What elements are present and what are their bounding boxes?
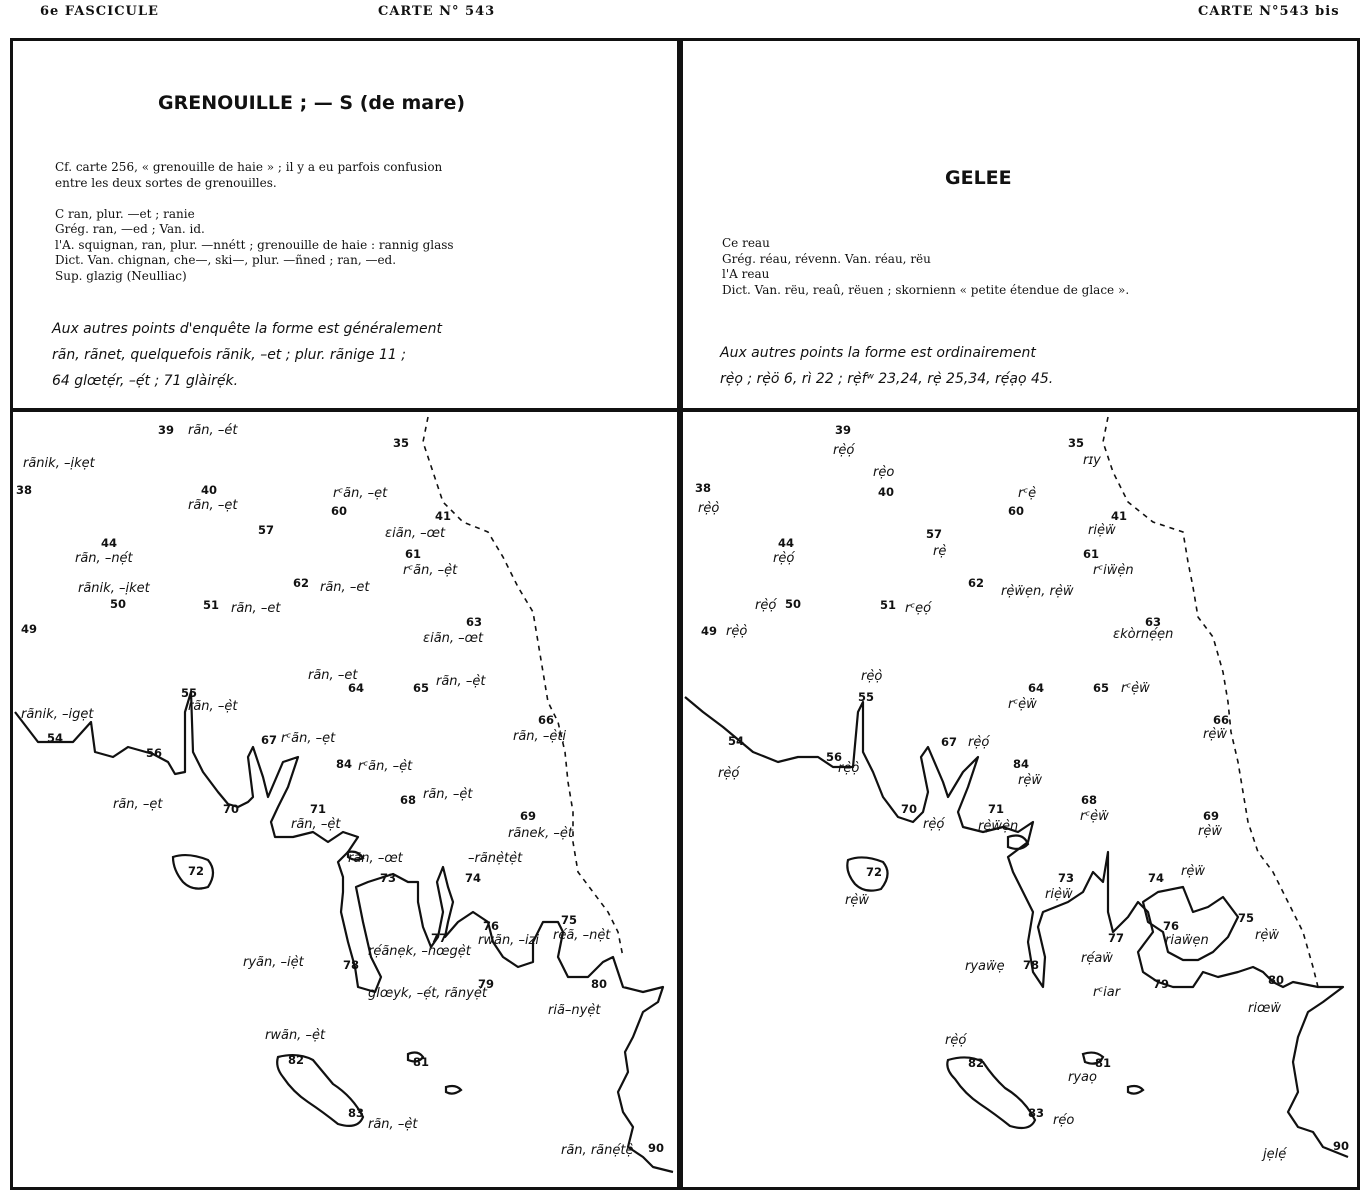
dialect-form-label: riaẅẹn	[1165, 933, 1209, 948]
survey-point-number: 62	[968, 576, 985, 590]
note-line: Grég. réau, révenn. Van. réau, rëu	[722, 251, 931, 266]
dialect-form-label: rãn, –et	[320, 580, 370, 595]
handwritten-line: 64 glœtẹ́r, –ẹ́t ; 71 glàirẹ́k.	[52, 373, 239, 389]
note-line: Dict. Van. rëu, reaû, rëuen ; skornienn « petite étendue de glace ».	[722, 282, 1130, 297]
dialect-form-label: rᶜiẅẹ̀n	[1093, 563, 1134, 578]
dialect-form-label: rᶜãn, –ẹt	[281, 731, 336, 746]
survey-point-number: 68	[1081, 793, 1098, 807]
dialect-form-label: rãn, –ẹ̀t	[188, 699, 238, 714]
survey-point-number: 39	[835, 423, 852, 437]
fascicule-label: 6e FASCICULE	[40, 4, 159, 19]
dialect-form-label: rẹ̀ẅẹ̀n	[978, 819, 1019, 834]
dialect-form-label: rẹ̀ọ̀	[861, 669, 883, 684]
survey-point-number: 80	[591, 977, 608, 991]
survey-point-number: 90	[1333, 1139, 1350, 1153]
survey-point-number: 44	[778, 536, 795, 550]
survey-point-number: 67	[941, 735, 958, 749]
survey-point-number: 84	[336, 757, 353, 771]
dialect-form-label: rãn, –ét	[188, 423, 238, 438]
left-survey-points	[16, 423, 664, 1158]
dialect-form-label: rᶜẹ̀ẅ	[1121, 681, 1150, 696]
dialect-form-label: riã–nyẹ̀t	[548, 1003, 601, 1018]
dialect-form-label: rãn, –ẹ̀t	[368, 1117, 418, 1132]
dialect-form-label: rwãn, –izi	[478, 933, 539, 948]
survey-point-number: 38	[695, 481, 712, 495]
survey-point-number: 50	[785, 597, 802, 611]
survey-point-number: 51	[880, 598, 897, 612]
survey-point-number: 63	[466, 615, 483, 629]
dialect-form-label: rᶜãn, –ẹ̀t	[403, 563, 458, 578]
dialect-form-label: ɛkòrnẹ́ẹn	[1113, 627, 1174, 642]
dialect-form-label: rãnik, –ịket	[78, 581, 150, 596]
survey-point-number: 73	[1058, 871, 1075, 885]
dialect-form-label: riẹ̀ẅ	[1088, 523, 1116, 538]
survey-point-number: 41	[435, 509, 452, 523]
dialect-form-label: rãn, rãnẹ́tẹ̀	[561, 1143, 634, 1158]
dialect-form-label: riœẅ	[1248, 1001, 1281, 1016]
dialect-form-label: rᶜẹ̀ẅ	[1008, 697, 1037, 712]
handwritten-line: rẹ̀ọ ; rẹ̀ö 6, rì 22 ; rẹ̀fʷ 23,24, rẹ̀ 25,34, rẹ́ạọ 45.	[720, 371, 1054, 387]
survey-point-number: 54	[728, 734, 745, 748]
survey-point-number: 55	[181, 686, 198, 700]
note-line: Cf. carte 256, « grenouille de haie » ; il y a eu parfois confusion	[55, 160, 443, 174]
left-map	[13, 412, 677, 1187]
survey-point-number: 64	[348, 681, 365, 695]
survey-point-number: 60	[331, 504, 348, 518]
survey-point-number: 40	[201, 483, 218, 497]
survey-point-number: 64	[1028, 681, 1045, 695]
survey-point-number: 79	[478, 977, 495, 991]
survey-point-number: 57	[258, 523, 275, 537]
survey-point-number: 75	[1238, 911, 1255, 925]
dialect-form-label: rᶜẹ̀	[1018, 486, 1037, 501]
survey-point-number: 75	[561, 913, 578, 927]
dialect-form-label: ɛiãn, –œt	[423, 631, 484, 646]
dialect-form-label: rẹ̀ẅẹn, rẹ̀ẅ	[1001, 584, 1074, 599]
note-line: l'A reau	[722, 267, 770, 281]
left-handwritten-note	[52, 316, 442, 394]
survey-point-number: 81	[413, 1055, 430, 1069]
dialect-form-label: rẹ̀ọ́	[945, 1033, 967, 1048]
dialect-form-label: rẹ̀ẅ	[1181, 864, 1205, 879]
survey-point-number: 61	[405, 547, 422, 561]
dialect-form-label: rẹ̀ẅ	[1203, 727, 1227, 742]
dialect-form-label: rᶜẹ̀ẅ	[1080, 809, 1109, 824]
survey-point-number: 77	[431, 931, 448, 945]
note-line	[55, 191, 454, 207]
left-notes	[55, 160, 454, 284]
dialect-form-label: rẹ̀ọ̀	[838, 761, 860, 776]
survey-point-number: 90	[648, 1141, 665, 1155]
survey-point-number: 61	[1083, 547, 1100, 561]
survey-point-number: 71	[310, 802, 327, 816]
dialect-form-label: ryãn, –iẹ̀t	[243, 955, 304, 970]
note-line: Dict. Van. chignan, che—, ski—, plur. —ñned ; ran, —ed.	[55, 253, 397, 267]
dialect-form-label: rẹ́ãnẹk, –nœgẹ̀t	[368, 944, 471, 959]
survey-point-number: 78	[343, 958, 360, 972]
survey-point-number: 74	[465, 871, 482, 885]
dialect-form-label: rẹ̀o	[873, 465, 895, 480]
survey-point-number: 60	[1008, 504, 1025, 518]
dialect-form-label: ɛiãn, –œt	[385, 526, 446, 541]
survey-point-number: 49	[21, 622, 38, 636]
survey-point-number: 71	[988, 802, 1005, 816]
dialect-form-label: riẹ̀ẅ	[1045, 887, 1073, 902]
survey-point-number: 44	[101, 536, 118, 550]
survey-point-number: 65	[413, 681, 430, 695]
survey-point-number: 56	[146, 746, 163, 760]
dialect-form-label: rwãn, –ẹ̀t	[265, 1028, 326, 1043]
survey-point-number: 68	[400, 793, 417, 807]
survey-point-number: 72	[188, 864, 205, 878]
dialect-form-label: rẹ̀ọ́	[923, 817, 945, 832]
dialect-form-label: rẹ̀ẅ	[1198, 824, 1222, 839]
handwritten-line: Aux autres points la forme est ordinairement	[720, 345, 1036, 361]
right-department-border	[1103, 417, 1318, 987]
dialect-form-label: rẹ̀ọ́	[833, 443, 855, 458]
survey-point-number: 79	[1153, 977, 1170, 991]
survey-point-number: 67	[261, 733, 278, 747]
dialect-form-label: rẹ̀ọ́	[718, 766, 740, 781]
dialect-form-label: ryaẅẹ	[965, 959, 1005, 974]
dialect-form-label: rãn, –et	[231, 601, 281, 616]
note-line: l'A. squignan, ran, plur. —nnétt ; grenouille de haie : rannig glass	[55, 237, 454, 252]
dialect-form-label: rẹ́aẅ	[1081, 951, 1113, 966]
survey-point-number: 84	[1013, 757, 1030, 771]
dialect-form-label: rãnik, –ịkẹt	[23, 456, 95, 471]
survey-point-number: 54	[47, 731, 64, 745]
survey-point-number: 73	[380, 871, 397, 885]
dialect-form-label: rẹ̀ọ̀	[698, 501, 720, 516]
dialect-form-label: rᶜẹọ́	[905, 601, 932, 616]
right-survey-points	[695, 423, 1349, 1162]
dialect-form-label: rãn, –ẹt	[113, 797, 163, 812]
dialect-form-label: rᶜiar	[1093, 985, 1121, 1000]
survey-point-number: 50	[110, 597, 127, 611]
right-handwritten-note	[720, 340, 1053, 392]
survey-point-number: 72	[866, 865, 883, 879]
survey-point-number: 66	[1213, 713, 1230, 727]
handwritten-line: Aux autres points d'enquête la forme est généralement	[52, 321, 442, 337]
dialect-form-label: rẹ̀	[933, 544, 947, 559]
dialect-form-label: rãn, –nẹ́t	[75, 551, 133, 566]
dialect-form-label: rẹ̀ọ́	[755, 598, 777, 613]
survey-point-number: 39	[158, 423, 175, 437]
survey-point-number: 76	[1163, 919, 1180, 933]
survey-point-number: 77	[1108, 931, 1125, 945]
dialect-form-label: rẹ́o	[1053, 1113, 1075, 1128]
survey-point-number: 69	[1203, 809, 1220, 823]
dialect-form-label: rãn, –et	[308, 668, 358, 683]
dialect-form-label: rᶜãn, –ẹ̀t	[358, 759, 413, 774]
right-map	[683, 412, 1357, 1187]
dialect-form-label: rãnek, –ẹ̀t	[508, 826, 573, 841]
note-line: Ce reau	[722, 236, 770, 250]
survey-point-number: 80	[1268, 973, 1285, 987]
survey-point-number: 74	[1148, 871, 1165, 885]
survey-point-number: 51	[203, 598, 220, 612]
dialect-form-label: rẹ̀ẅ	[845, 893, 869, 908]
right-map-title: GELEE	[945, 167, 1012, 189]
survey-point-number: 83	[1028, 1106, 1045, 1120]
survey-point-number: 69	[520, 809, 537, 823]
note-line: Sup. glazig (Neulliac)	[55, 268, 187, 283]
dialect-form-label: rãn, –ẹ̀t	[436, 674, 486, 689]
note-line: C ran, plur. —et ; ranie	[55, 206, 195, 221]
dialect-form-label: rẹ̀ọ́	[773, 551, 795, 566]
survey-point-number: 70	[901, 802, 918, 816]
dialect-form-label: rẹ́ã, –nẹ̀t	[553, 928, 611, 943]
survey-point-number: 55	[858, 690, 875, 704]
survey-point-number: 76	[483, 919, 500, 933]
survey-point-number: 81	[1095, 1056, 1112, 1070]
note-line: Grég. ran, —ed ; Van. id.	[55, 222, 205, 236]
survey-point-number: 41	[1111, 509, 1128, 523]
dialect-form-label: jẹlẹ́	[1263, 1147, 1287, 1162]
survey-point-number: 40	[878, 485, 895, 499]
survey-point-number: 38	[16, 483, 33, 497]
survey-point-number: 82	[288, 1053, 305, 1067]
survey-point-number: 66	[538, 713, 555, 727]
dialect-form-label: rãn, –ẹ̀t	[423, 787, 473, 802]
dialect-form-label: glœyk, –ẹ́t, rãnyẹ̀t	[368, 986, 487, 1001]
survey-point-number: 70	[223, 802, 240, 816]
survey-point-number: 62	[293, 576, 310, 590]
survey-point-number: 49	[701, 624, 718, 638]
right-islands	[847, 836, 1143, 1128]
dialect-form-label: rãn, –œt	[348, 851, 403, 866]
dialect-form-label: rẹ̀ọ́	[968, 735, 990, 750]
handwritten-line: rãn, rãnet, quelquefois rãnik, –et ; plur. rãnige 11 ;	[52, 347, 406, 363]
dialect-form-label: ryaọ	[1068, 1070, 1097, 1085]
dialect-form-label: rãnik, –igẹt	[21, 707, 94, 722]
survey-point-number: 82	[968, 1056, 985, 1070]
dialect-form-label: rẹ̀ẅ	[1255, 928, 1279, 943]
carte-number-right: CARTE N°543 bis	[1198, 4, 1340, 19]
survey-point-number: 63	[1145, 615, 1162, 629]
dialect-form-label: rãn, –ẹ̀tị	[513, 729, 567, 744]
survey-point-number: 57	[926, 527, 943, 541]
note-line: entre les deux sortes de grenouilles.	[55, 175, 277, 190]
dialect-form-label: rɪy	[1083, 453, 1101, 468]
survey-point-number: 35	[1068, 436, 1085, 450]
right-notes	[722, 236, 1129, 298]
dialect-form-label: rẹ̀ọ̀	[726, 624, 748, 639]
left-map-title: GRENOUILLE ; — S (de mare)	[158, 92, 466, 114]
survey-point-number: 78	[1023, 958, 1040, 972]
dialect-form-label: rᶜãn, –ẹt	[333, 486, 388, 501]
dialect-form-label: rẹ̀ẅ	[1018, 773, 1042, 788]
survey-point-number: 35	[393, 436, 410, 450]
survey-point-number: 56	[826, 750, 843, 764]
dialect-form-label: rãn, –ẹ̀t	[291, 817, 341, 832]
survey-point-number: 83	[348, 1106, 365, 1120]
survey-point-number: 65	[1093, 681, 1110, 695]
dialect-form-label: –rãnẹ̀tẹ̀t	[468, 851, 523, 866]
dialect-form-label: rãn, –ẹt	[188, 498, 238, 513]
carte-number-left: CARTE N° 543	[378, 4, 496, 19]
